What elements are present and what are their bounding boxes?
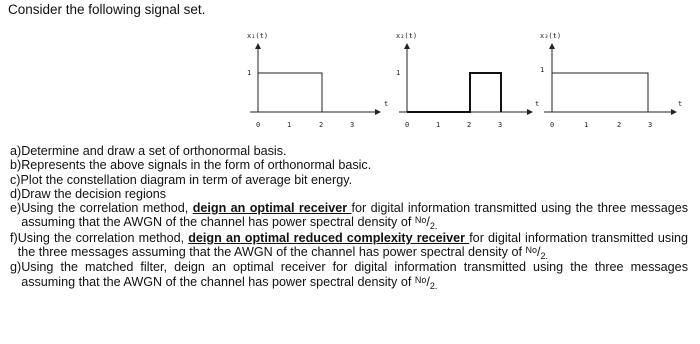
plot-x1-xtick-1: 1 (287, 121, 292, 129)
plot-x3-axis: t (678, 100, 683, 108)
plot-x2-xtick-3: 3 (498, 121, 503, 129)
plot-x1 (247, 32, 388, 129)
plot-x1-xtick-0: 0 (256, 121, 261, 129)
plot-x1-axis: t (384, 100, 389, 108)
plot-x1-xtick-2: 2 (319, 121, 324, 129)
intro-text: Consider the following signal set. (8, 2, 206, 17)
plot-x2-label: x₂(t) (396, 32, 418, 40)
psd-numerator: No (525, 245, 537, 256)
question-g-label: g) (10, 260, 22, 275)
psd-numerator: No (414, 274, 427, 285)
question-b-label: b) (10, 158, 22, 173)
question-c-text: Plot the constellation diagram in term of average bit energy. (20, 172, 353, 187)
question-a-text: Determine and draw a set of orthonormal basis. (21, 144, 287, 158)
question-d (10, 187, 688, 201)
plot-x1-xtick-3: 3 (350, 121, 355, 129)
plot-x3-pulse (552, 73, 648, 112)
question-e-pre: Using the correlation method, (21, 201, 193, 216)
question-c-label: c) (10, 172, 21, 187)
plot-x2-pulse (407, 73, 501, 112)
signal-plots (0, 0, 700, 140)
plot-x3-xtick-3: 3 (648, 121, 653, 129)
plot-x3 (540, 32, 682, 129)
question-f-bold: deign an optimal reduced complexity receiver (188, 230, 470, 245)
question-f-label: f) (10, 230, 18, 245)
question-e-label: e) (10, 201, 22, 216)
question-f-pre: Using the correlation method, (17, 230, 189, 245)
plot-x2-ytick: 1 (396, 69, 401, 77)
plot-x2-xtick-0: 0 (405, 121, 410, 129)
question-c (10, 173, 688, 187)
plot-x1-ytick: 1 (247, 69, 252, 77)
question-b-text: Represents the above signals in the form of orthonormal basic. (21, 158, 372, 173)
question-f: f) Using the correlation method, deign an optimal reduced complexity receiver for digital information transmitted using the three messages assuming that the AWGN of the channel has power spectral density of $^{No}/_{2.}$ (10, 230, 689, 262)
question-g-text: Using the matched filter, deign an optimal receiver for digital information transmitted using the three messages assuming that the AWGN of the channel has power spectral density of (21, 260, 688, 289)
psd-denominator: 2. (429, 221, 438, 232)
question-d-label: d) (10, 186, 22, 201)
question-d-text: Draw the decision regions (21, 186, 167, 201)
question-f-post: for digital information transmitted using the three messages assuming that the AWGN of the channel has power spectral density of (17, 230, 689, 260)
plot-x3-label: x₃(t) (540, 32, 562, 40)
question-a (10, 144, 688, 158)
question-g: g) Using the matched filter, deign an optimal receiver for digital information transmitted using the three messages assuming that the AWGN of the channel has power spectral density of $^{No}/_{2.}$ (10, 260, 688, 291)
question-e-post: for digital information transmitted using the three messages assuming that the AWGN of the channel has power spectral density of (21, 201, 688, 230)
plot-x2-xtick-1: 1 (436, 121, 441, 129)
psd-numerator: No (414, 215, 427, 226)
psd-denominator: 2. (540, 251, 548, 262)
plot-x2-xtick-2: 2 (467, 121, 472, 129)
plot-x2 (396, 32, 539, 129)
plot-x3-xtick-0: 0 (550, 121, 555, 129)
plot-x1-label: x₁(t) (247, 32, 269, 40)
plot-x1-pulse (258, 73, 322, 112)
psd-denominator: 2. (429, 280, 438, 291)
question-e: e) Using the correlation method, deign an optimal receiver for digital information transmitted using the three messages assuming that the AWGN of the channel has power spectral density of $^{No}/_{2.}$ (10, 201, 688, 232)
question-b (10, 158, 688, 172)
plot-x3-xtick-2: 2 (617, 121, 622, 129)
question-list (10, 144, 688, 290)
question-a-label: a) (10, 144, 22, 158)
plot-x3-xtick-1: 1 (584, 121, 589, 129)
plot-x3-ytick: 1 (540, 66, 545, 74)
plot-x2-axis: t (535, 100, 540, 108)
question-e-bold: deign an optimal receiver (192, 201, 352, 216)
